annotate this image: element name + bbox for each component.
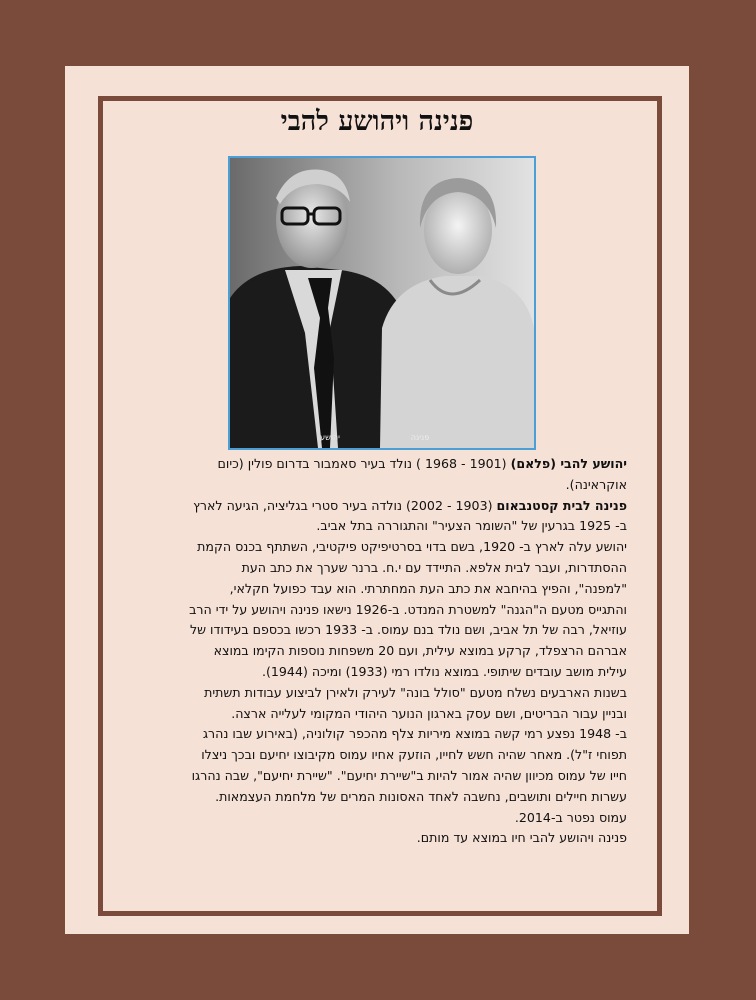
- paragraph: [187, 683, 627, 725]
- paragraph: [187, 828, 627, 849]
- page-sheet: [65, 66, 689, 934]
- paragraph: [187, 454, 627, 496]
- page-title: פנינה ויהושע להבי: [280, 106, 474, 137]
- biography-text: [187, 454, 627, 849]
- paragraph: [187, 537, 627, 683]
- paragraph-text: בשנות הארבעים נשלח מטעם "סולל בונה" לעירק ולאירן לביצוע עבודות תשתית ובניין עבור הבריטים, ושם עסק בארגון הנוער היהודי המקומי לעלייה ארצה.: [204, 684, 627, 721]
- paragraph-text: ב- 1948 נפצע רמי קשה במוצא מיריות צלף מהכפר קולוניה, (באירוע שבו נהרג תפוחי ז"ל). מאחר שהיה חשש לחייו, הוזעק אחיו עמוס מקיבוצו יחיעם ובכך ניצלו חייו של עמוס מכיוון שהיה אמור להיות ב"שיירת יחיעם". "שיירת יחיעם", שבה נהרגו עשרות חיילים ותושבים, נחשבה לאחד האסונות המרים של מלחמת העצמאות. עמוס נפטר ב-2014.: [191, 726, 627, 825]
- paragraph-heading: יהושע להבי (פלאם): [510, 456, 627, 471]
- paragraph-heading: פנינה לבית קסטנבאום: [496, 497, 627, 513]
- paragraph-text: (1901 - 1968 ) נולד בעיר סאמבור בדרום פולין (כיום אוקראינה).: [217, 456, 627, 492]
- portrait-photo: [228, 156, 536, 450]
- photo-caption-left: יהושע: [320, 433, 340, 442]
- paragraph-text: יהושע עלה לארץ ב- 1920, בשם בדוי בסרטיפיקט פיקטיבי, השתתף בכנס הקמת ההסתדרות, ועבר לבית אלפא. התיידד עם י.ח. ברנר שערך את כתב העת "למפנה", והפיץ בהיחבא את כתב העת המחתרתי. הוא עבד כפועל חקלאי, והתגייס מטעם ה"הגנה" למשטרת המנדט. ב-1926 נישאו פנינה ויהושע על ידי הרב עוזיאל, רבה של תל אביב, ושם נולד בנם עמוס. ב- 1933 רכשו בכספם בעידודו של אברהם הרצפלד, קרקע במוצא עילית, ועם 20 משפחות נוספות הקימו במוצא עילית מושב עובדים שיתופי. במוצא נולדו רמי (1933) ומיכה (1944).: [189, 539, 627, 679]
- paragraph-text: (1903 - 2002) נולדה בעיר סטרי בגליציה, הגיעה לארץ ב- 1925 בגרעין של "השומר הצעיר" והתגוררה בתל אביב.: [193, 497, 627, 534]
- paragraph-text: פנינה ויהושע להבי חיו במוצא עד מותם.: [416, 830, 627, 846]
- photo-caption-right: פנינה: [410, 433, 430, 442]
- paragraph: [187, 496, 627, 538]
- paragraph: [187, 724, 627, 828]
